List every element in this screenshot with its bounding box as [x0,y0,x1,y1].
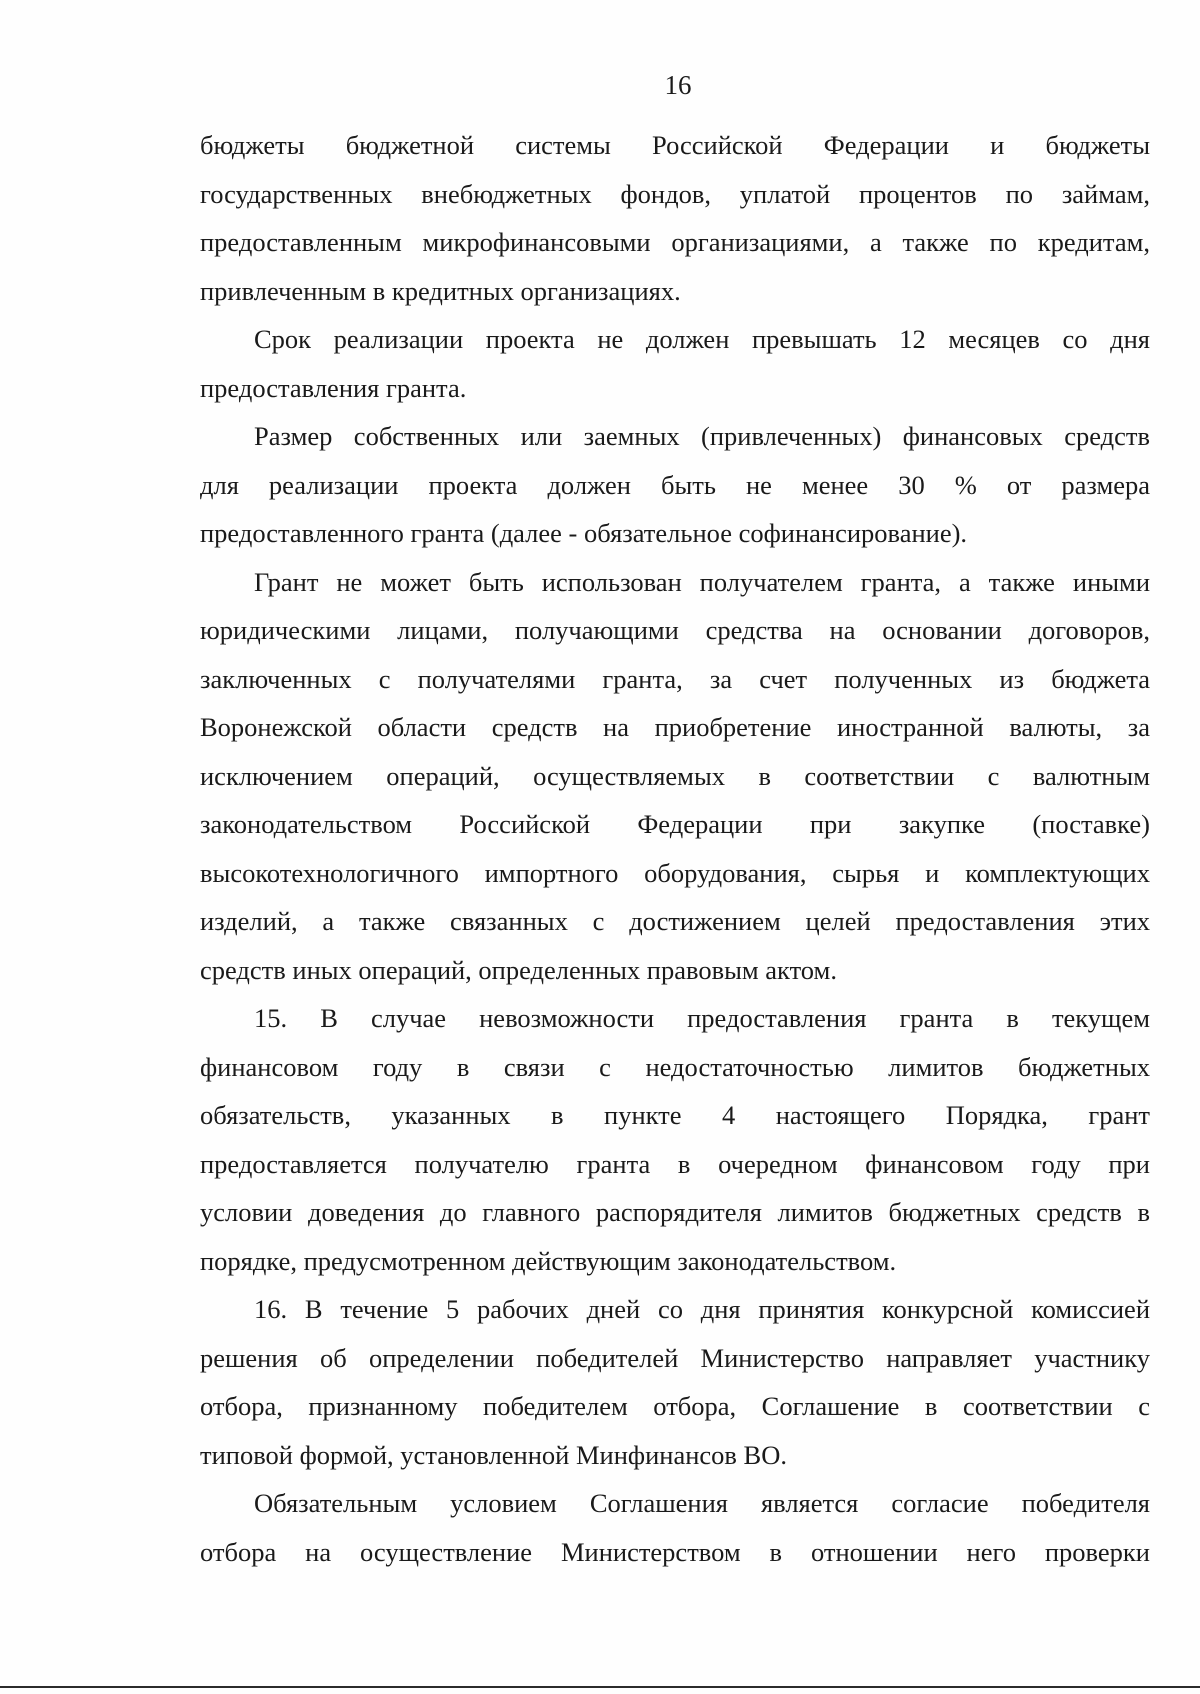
text-line: высокотехнологичного импортного оборудования, сырья и комплектующих [200,857,1150,888]
text-line: средств иных операций, определенных правовым актом. [200,954,837,985]
text-line: предоставленным микрофинансовыми организациями, а также по кредитам, [200,227,1150,257]
text-line: финансовом году в связи с недостаточностью лимитов бюджетных [200,1051,1150,1082]
text-line: для реализации проекта должен быть не менее 30 % от размера [200,469,1150,500]
text-line: Обязательным условием Соглашения является согласие победителя [254,1488,1150,1518]
text-line: государственных внебюджетных фондов, уплатой процентов по займам, [200,178,1150,209]
text-line: обязательств, указанных в пункте 4 настоящего Порядка, грант [200,1100,1150,1130]
paragraph-agreement-condition [200,1479,1150,1576]
text-line: юридическими лицами, получающими средства на основании договоров, [200,615,1150,645]
text-line: отбора на осуществление Министерством в отношении него проверки [200,1536,1150,1567]
text-line: предоставления гранта. [200,372,467,403]
paragraph-project-term [200,315,1150,412]
text-line: 15. В случае невозможности предоставления гранта в текущем [254,1003,1150,1033]
text-line: Грант не может быть использован получателем гранта, а также иными [254,566,1150,597]
text-line: заключенных с получателями гранта, за счет полученных из бюджета [200,663,1150,694]
paragraph-item-16 [200,1285,1150,1479]
paragraph-cofinancing [200,412,1150,558]
scan-bottom-edge [0,1686,1200,1688]
text-line: исключением операций, осуществляемых в соответствии с валютным [200,760,1150,791]
paragraph-grant-usage [200,558,1150,995]
text-line: решения об определении победителей Министерство направляет участнику [200,1342,1150,1373]
text-line: условии доведения до главного распорядителя лимитов бюджетных средств в [200,1197,1150,1227]
paragraph-item-15 [200,994,1150,1285]
body-text [200,121,1150,1576]
text-line: Размер собственных или заемных (привлеченных) финансовых средств [254,421,1150,451]
text-line: изделий, а также связанных с достижением целей предоставления этих [200,906,1150,936]
text-line: порядке, предусмотренном действующим законодательством. [200,1245,897,1276]
text-line: типовой формой, установленной Минфинансов ВО. [200,1439,787,1470]
page-number: 16 [664,70,692,100]
text-line: отбора, признанному победителем отбора, Соглашение в соответствии с [200,1391,1150,1421]
text-line: Срок реализации проекта не должен превышать 12 месяцев со дня [254,324,1150,354]
text-line: бюджеты бюджетной системы Российской Федерации и бюджеты [200,130,1150,160]
text-line: Воронежской области средств на приобретение иностранной валюты, за [200,712,1150,742]
text-line: привлеченным в кредитных организациях. [200,275,681,306]
text-line: 16. В течение 5 рабочих дней со дня принятия конкурсной комиссией [254,1294,1150,1324]
text-line: предоставляется получателю гранта в очередном финансовом году при [200,1148,1150,1179]
text-line: законодательством Российской Федерации при закупке (поставке) [200,809,1150,839]
text-line: предоставленного гранта (далее - обязательное софинансирование). [200,518,968,548]
paragraph-continuation [200,121,1150,315]
